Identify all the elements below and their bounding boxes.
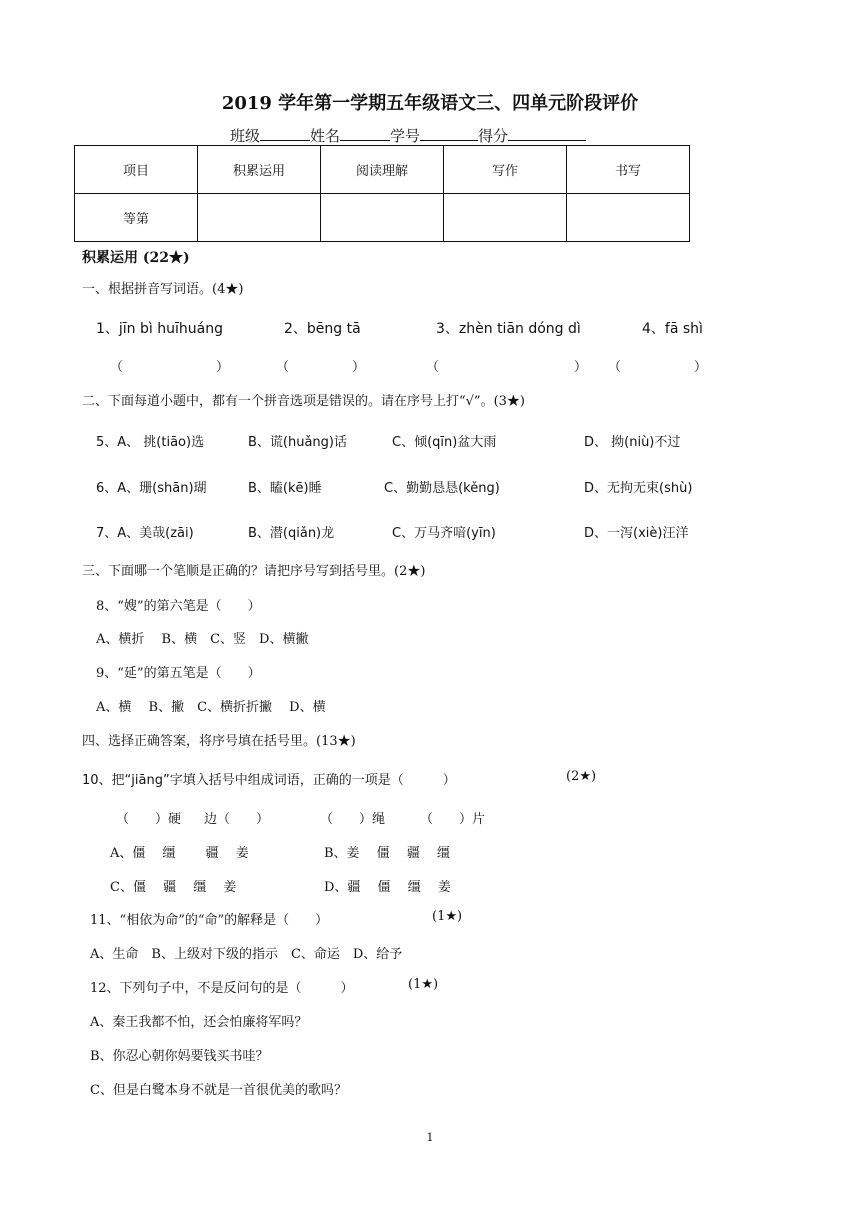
- page-title: 2019 学年第一学期五年级语文三、四单元阶段评价: [221, 93, 639, 114]
- header-cell: 书写: [567, 146, 690, 194]
- q12-option-c: C、但是白鹭本身不就是一首很优美的歌吗？: [90, 1083, 347, 1098]
- q11-question: 11、“相依为命”的“命”的解释是（ ）: [90, 913, 329, 928]
- q2-heading: 二、下面每道小题中，都有一个拼音选项是错误的。请在序号上打“√”。(3★): [82, 394, 525, 409]
- option-b: B、谎(huǎng)话: [248, 435, 347, 450]
- q11-options: A、生命 B、上级对下级的指示 C、命运 D、给予: [90, 947, 403, 962]
- score-table-grade-row: [75, 194, 690, 242]
- grade-cell[interactable]: [321, 194, 444, 242]
- q12-score: (1★): [408, 977, 439, 992]
- option-c: C、倾(qīn)盆大雨: [392, 435, 497, 450]
- name-blank[interactable]: [340, 125, 390, 141]
- option-d: D、无拘无束(shù): [584, 481, 693, 496]
- option-d: D、 拗(niù)不过: [584, 435, 681, 450]
- option-a: 7、A、美哉(zāi): [96, 526, 194, 541]
- option-c: C、勤勤恳恳(kěng): [384, 481, 500, 496]
- header-cell: 积累运用: [198, 146, 321, 194]
- pinyin-item: 2、bēng tā: [284, 321, 361, 337]
- q4-heading: 四、选择正确答案，将序号填在括号里。(13★): [82, 734, 356, 749]
- grade-cell[interactable]: [444, 194, 567, 242]
- q12-question: 12、下列句子中，不是反问句的是（ ）: [90, 981, 354, 996]
- q10-option-c: C、僵 疆 缰 姜: [110, 880, 237, 895]
- header-cell: 写作: [444, 146, 567, 194]
- q9-question: 9、“延”的第五笔是（ ）: [96, 666, 261, 681]
- grade-cell[interactable]: [198, 194, 321, 242]
- q12-option-b: B、你忍心朝你妈要钱买书哇？: [90, 1049, 269, 1064]
- q3-heading: 三、下面哪一个笔顺是正确的？请把序号写到括号里。(2★): [82, 564, 426, 579]
- q10-blank: 边（ ）: [204, 812, 270, 827]
- option-a: 5、A、 挑(tiāo)选: [96, 435, 205, 450]
- q1-heading: 一、根据拼音写词语。(4★): [82, 282, 244, 297]
- pinyin-item: 4、fā shì: [642, 321, 703, 337]
- grade-cell[interactable]: [567, 194, 690, 242]
- q10-option-d: D、疆 僵 缰 姜: [324, 880, 451, 895]
- section-heading: 积累运用 (22★): [82, 250, 190, 266]
- score-table: [74, 145, 690, 242]
- pinyin-item: 3、zhèn tiān dóng dì: [436, 321, 581, 337]
- answer-bracket-close: ）: [574, 360, 588, 375]
- student-info-line: [230, 125, 586, 146]
- q10-score: (2★): [566, 769, 597, 784]
- grade-row-label: 等第: [75, 194, 198, 242]
- score-table-header-row: [75, 146, 690, 194]
- answer-bracket-open: （: [608, 360, 622, 375]
- page-number: 1: [426, 1131, 434, 1144]
- answer-bracket-open: （: [110, 360, 124, 375]
- name-label: 姓名: [310, 127, 341, 145]
- q8-options: A、横折 B、横 C、竖 D、横撇: [96, 632, 309, 647]
- option-d: D、一泻(xiè)汪洋: [584, 526, 689, 541]
- option-c: C、万马齐喑(yīn): [392, 526, 496, 541]
- header-cell: 阅读理解: [321, 146, 444, 194]
- score-blank[interactable]: [508, 125, 586, 141]
- id-label: 学号: [390, 127, 421, 145]
- option-b: B、瞌(kē)睡: [248, 481, 322, 496]
- q10-blank: （ ）硬: [116, 812, 182, 827]
- q12-option-a: A、秦王我都不怕，还会怕廉将军吗？: [90, 1015, 308, 1030]
- header-cell: 项目: [75, 146, 198, 194]
- answer-bracket-open: （: [276, 360, 290, 375]
- q11-score: (1★): [432, 909, 463, 924]
- answer-bracket-close: ）: [216, 360, 230, 375]
- option-b: B、潜(qiǎn)龙: [248, 526, 335, 541]
- pinyin-item: 1、jīn bì huīhuáng: [96, 321, 223, 337]
- q9-options: A、横 B、撇 C、横折折撇 D、横: [96, 700, 326, 715]
- class-blank[interactable]: [260, 125, 310, 141]
- q10-blank: （ ）绳: [320, 812, 386, 827]
- q10-option-b: B、姜 僵 疆 缰: [324, 846, 450, 861]
- option-a: 6、A、珊(shān)瑚: [96, 481, 207, 496]
- answer-bracket-close: ）: [694, 360, 708, 375]
- q10-blank: （ ）片: [420, 812, 486, 827]
- q10-option-a: A、僵 缰 疆 姜: [110, 846, 249, 861]
- answer-bracket-open: （: [426, 360, 440, 375]
- class-label: 班级: [230, 127, 261, 145]
- answer-bracket-close: ）: [352, 360, 366, 375]
- q8-question: 8、“嫂”的第六笔是（ ）: [96, 599, 261, 614]
- score-label: 得分: [478, 127, 509, 145]
- q10-question: 10、把“jiāng”字填入括号中组成词语，正确的一项是（ ）: [82, 773, 456, 788]
- id-blank[interactable]: [420, 125, 478, 141]
